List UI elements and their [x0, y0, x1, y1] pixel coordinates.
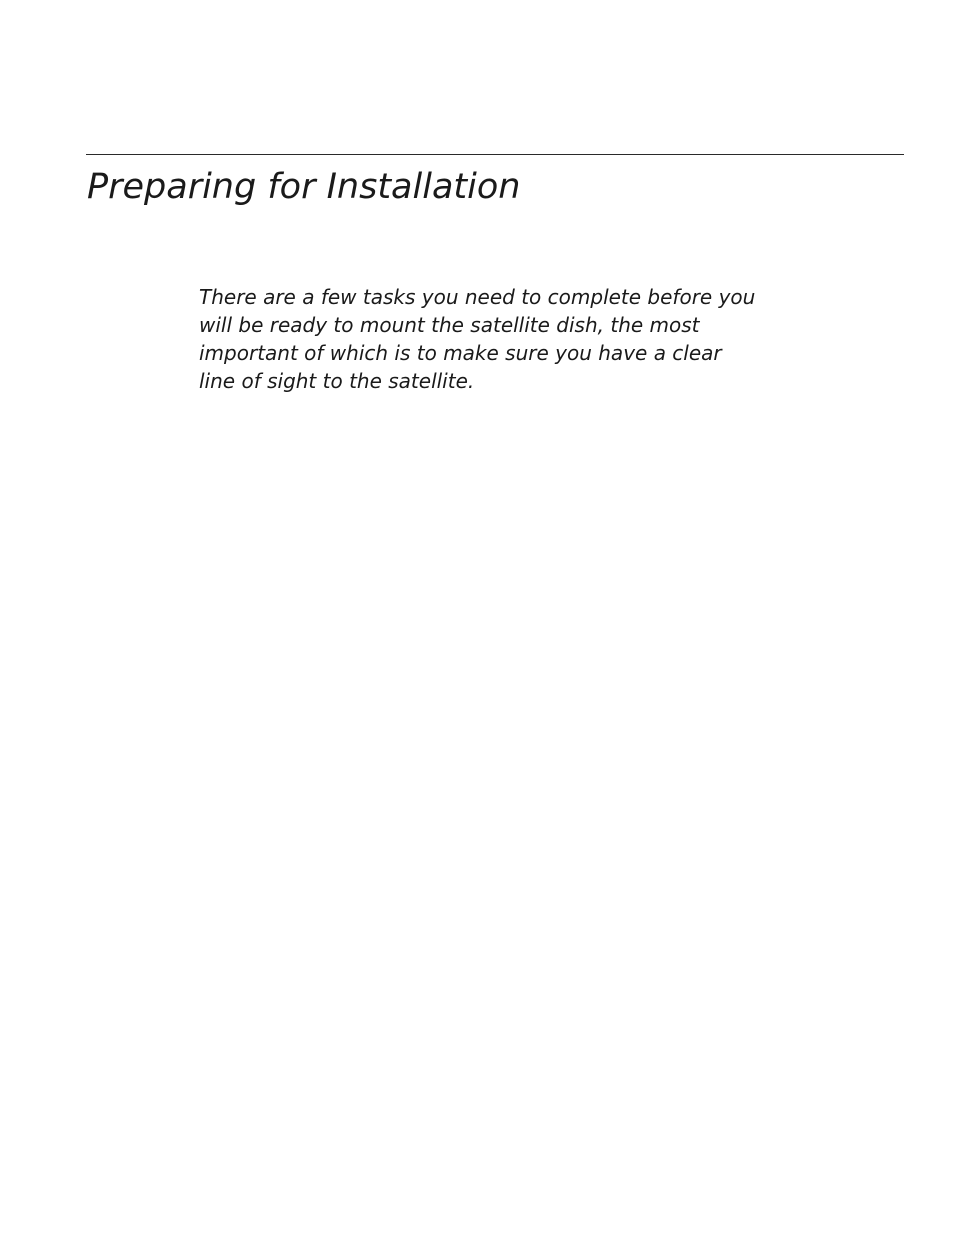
header-rule — [86, 154, 904, 155]
intro-line: will be ready to mount the satellite dish, the most — [199, 313, 700, 337]
intro-paragraph — [199, 283, 799, 395]
intro-line: There are a few tasks you need to complete before you — [199, 285, 756, 309]
intro-line: important of which is to make sure you have a clear — [199, 341, 722, 365]
page-title: Preparing for Installation — [87, 167, 521, 207]
intro-line: line of sight to the satellite. — [199, 369, 475, 393]
